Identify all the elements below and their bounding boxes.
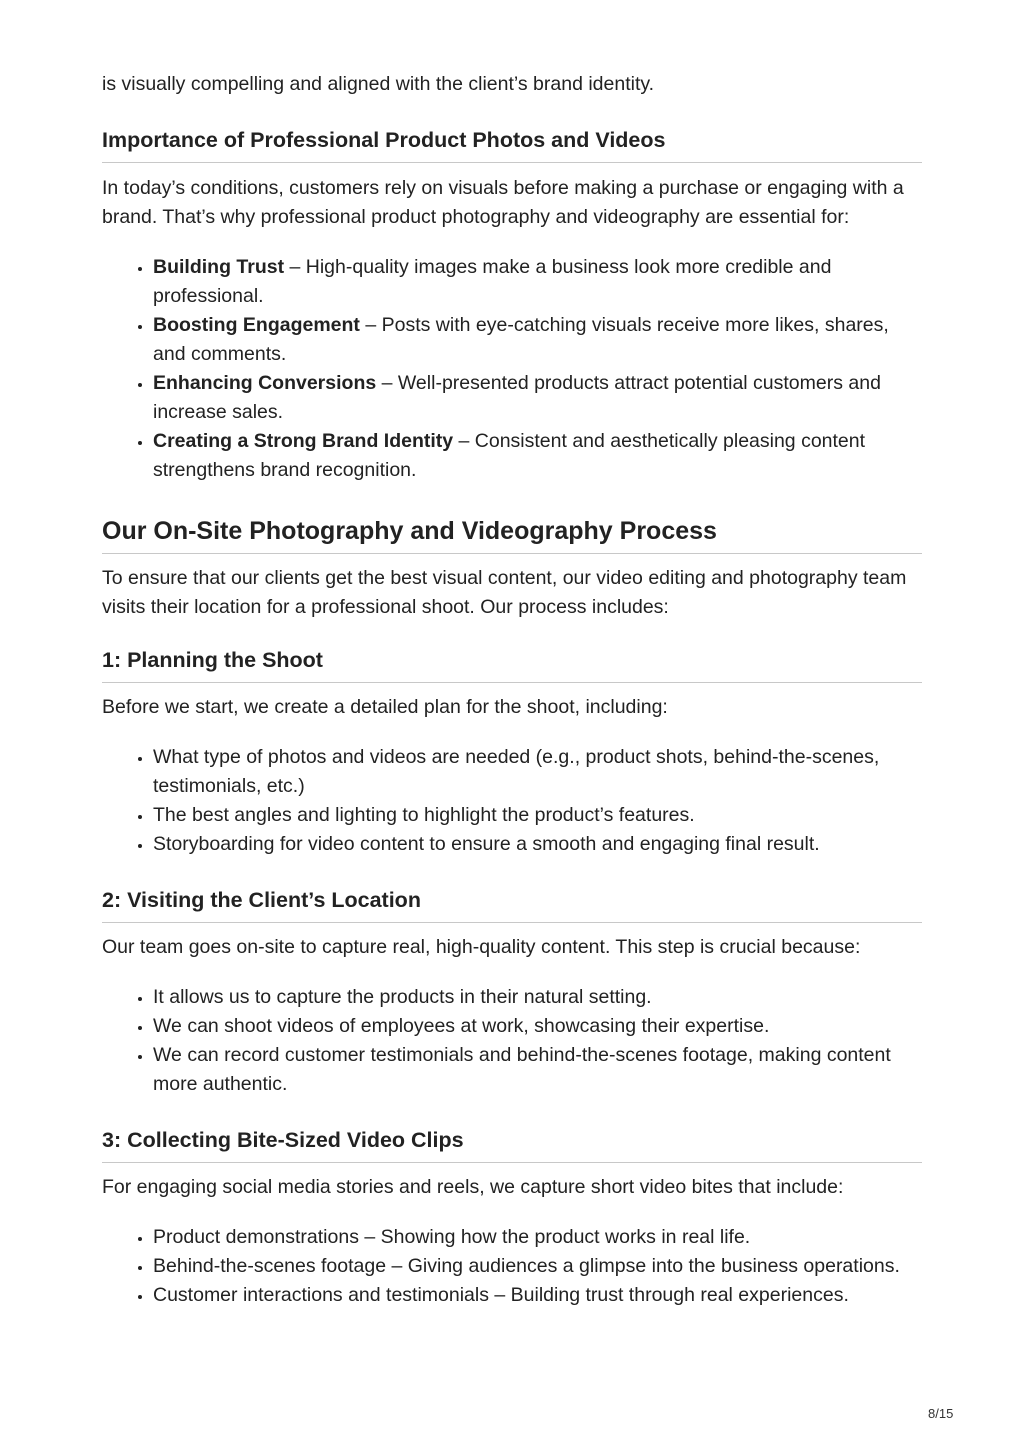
list-item-text: – Posts with eye-catching visuals receive more likes, shares, and comments.	[153, 314, 889, 365]
list-item: • Storyboarding for video content to ensure a smooth and engaging final result.	[153, 830, 922, 859]
step3-paragraph: For engaging social media stories and reels, we capture short video bites that include:	[102, 1176, 844, 1198]
list-item-text: – High-quality images make a business look more credible and professional.	[153, 256, 832, 307]
list-item: • Customer interactions and testimonials – Building trust through real experiences.	[153, 1281, 922, 1310]
list-item-text: – Consistent and aesthetically pleasing content strengthens brand recognition.	[153, 430, 866, 481]
list-item: • We can record customer testimonials and behind-the-scenes footage, making content more authentic.	[153, 1041, 922, 1099]
importance-heading: Importance of Professional Product Photos and Videos	[102, 126, 922, 163]
list-item-bold: Enhancing Conversions	[153, 372, 377, 394]
step1-paragraph: Before we start, we create a detailed plan for the shoot, including:	[102, 696, 668, 718]
list-item-text: – Well-presented products attract potential customers and increase sales.	[153, 372, 881, 423]
document-page	[102, 70, 922, 1310]
step3-list	[102, 1223, 922, 1310]
list-item-bold: Creating a Strong Brand Identity	[153, 430, 454, 452]
list-item: • Behind-the-scenes footage – Giving audiences a glimpse into the business operations.	[153, 1252, 922, 1281]
step3-heading: 3: Collecting Bite-Sized Video Clips	[102, 1126, 922, 1163]
page-number: 8/15	[928, 1406, 954, 1421]
list-item-bold: Boosting Engagement	[153, 314, 360, 336]
list-item	[153, 427, 922, 485]
step2-heading: 2: Visiting the Client’s Location	[102, 886, 922, 923]
list-item: • What type of photos and videos are needed (e.g., product shots, behind-the-scenes, testimonials, etc.)	[153, 743, 922, 801]
importance-list	[102, 253, 922, 485]
list-item	[153, 311, 922, 369]
list-item	[153, 369, 922, 427]
list-item-bold: Building Trust	[153, 256, 285, 278]
step2-paragraph: Our team goes on-site to capture real, high-quality content. This step is crucial because:	[102, 936, 861, 958]
step2-list	[102, 983, 922, 1099]
intro-tail-text: is visually compelling and aligned with the client’s brand identity.	[102, 73, 655, 95]
process-paragraph: To ensure that our clients get the best visual content, our video editing and photography team visits their location for a professional shoot. Our process includes:	[102, 567, 907, 618]
process-heading: Our On-Site Photography and Videography Process	[102, 515, 922, 554]
list-item: • The best angles and lighting to highlight the product’s features.	[153, 801, 922, 830]
step1-heading: 1: Planning the Shoot	[102, 646, 922, 683]
list-item: • Product demonstrations – Showing how the product works in real life.	[153, 1223, 922, 1252]
importance-paragraph: In today’s conditions, customers rely on visuals before making a purchase or engaging with a brand. That’s why professional product photography and videography are essential for:	[102, 177, 904, 228]
step1-list	[102, 743, 922, 859]
list-item: • We can shoot videos of employees at work, showcasing their expertise.	[153, 1012, 922, 1041]
list-item: • It allows us to capture the products in their natural setting.	[153, 983, 922, 1012]
list-item	[153, 253, 922, 311]
